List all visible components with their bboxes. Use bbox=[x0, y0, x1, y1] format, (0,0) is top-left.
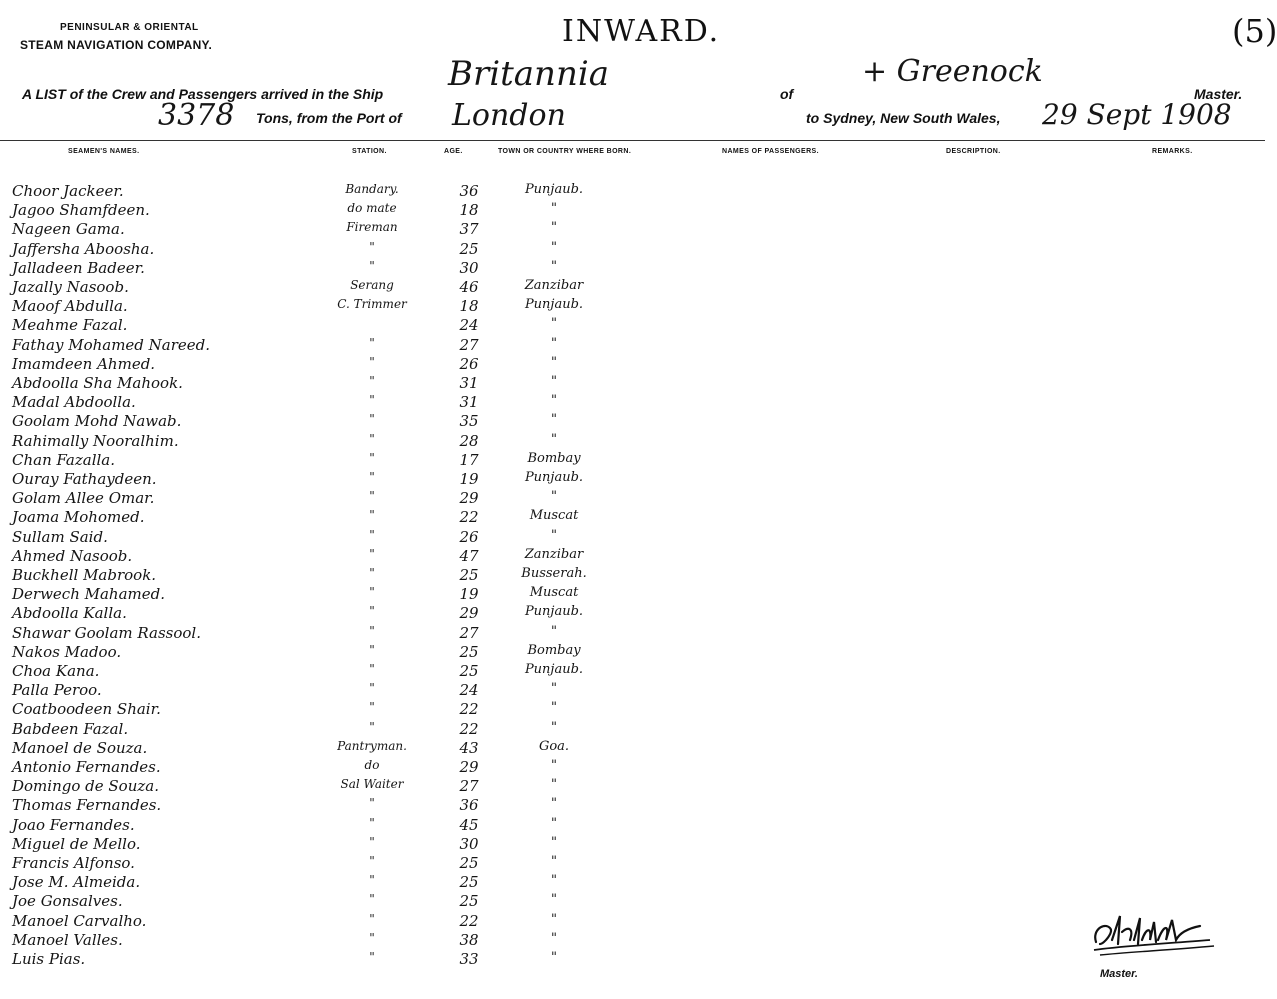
crew-name: Joama Mohomed. bbox=[12, 508, 145, 527]
crew-birthplace: " bbox=[551, 527, 557, 543]
crew-station: " bbox=[369, 604, 375, 619]
crew-age: 35 bbox=[459, 412, 479, 431]
master-signature-icon bbox=[1090, 910, 1220, 960]
crew-age: 29 bbox=[459, 758, 479, 776]
crew-row bbox=[0, 566, 1265, 585]
crew-birthplace: Muscat bbox=[529, 585, 579, 601]
crew-birthplace: Punjaub. bbox=[524, 182, 584, 197]
crew-station: " bbox=[369, 566, 375, 580]
crew-name: Jazally Nasoob. bbox=[12, 278, 129, 296]
crew-station: " bbox=[369, 930, 375, 945]
crew-station: " bbox=[369, 546, 375, 561]
crew-age: 38 bbox=[459, 930, 479, 949]
crew-age: 45 bbox=[459, 815, 479, 834]
crew-name: Manoel de Souza. bbox=[12, 738, 148, 757]
crew-name: Domingo de Souza. bbox=[12, 777, 159, 796]
crew-birthplace: " bbox=[551, 796, 557, 812]
crew-birthplace: " bbox=[551, 930, 557, 946]
crew-birthplace: " bbox=[551, 316, 557, 332]
crew-row bbox=[0, 220, 1265, 239]
crew-birthplace: " bbox=[551, 834, 557, 850]
crew-row bbox=[0, 758, 1265, 777]
crew-row bbox=[0, 547, 1265, 566]
crew-birthplace: " bbox=[551, 354, 557, 370]
crew-station: Pantryman. bbox=[337, 738, 407, 753]
crew-row bbox=[0, 931, 1265, 950]
crew-birthplace: " bbox=[551, 431, 557, 447]
crew-birthplace: Goa. bbox=[538, 738, 570, 754]
crew-name: Jalladeen Badeer. bbox=[12, 258, 145, 277]
crew-station: " bbox=[369, 873, 375, 888]
crew-age: 37 bbox=[459, 220, 479, 239]
col-born: TOWN OR COUNTRY WHERE BORN. bbox=[498, 148, 632, 155]
crew-birthplace: " bbox=[551, 258, 557, 274]
crew-row bbox=[0, 412, 1265, 431]
crew-age: 36 bbox=[459, 182, 479, 200]
crew-row bbox=[0, 604, 1265, 623]
crew-row bbox=[0, 950, 1265, 969]
crew-station: do mate bbox=[347, 201, 397, 216]
crew-name: Babdeen Fazal. bbox=[12, 719, 129, 738]
crew-station: " bbox=[369, 719, 375, 734]
crew-row bbox=[0, 681, 1265, 700]
crew-name: Abdoolla Kalla. bbox=[12, 604, 127, 623]
list-heading: A LIST of the Crew and Passengers arrived in the Ship bbox=[22, 86, 384, 102]
crew-birthplace: " bbox=[551, 719, 557, 735]
crew-name: Golam Allee Omar. bbox=[12, 489, 155, 508]
crew-name: Imamdeen Ahmed. bbox=[12, 354, 156, 373]
crew-station: " bbox=[369, 834, 375, 849]
crew-station: Serang bbox=[350, 278, 394, 292]
crew-station: " bbox=[369, 354, 375, 369]
crew-age: 24 bbox=[459, 681, 479, 700]
crew-station: " bbox=[369, 374, 375, 388]
crew-station: " bbox=[369, 508, 375, 523]
crew-station: " bbox=[369, 911, 375, 926]
crew-station: " bbox=[369, 585, 375, 600]
destination-label: to Sydney, New South Wales, bbox=[806, 110, 1001, 126]
crew-row bbox=[0, 720, 1265, 739]
crew-station: " bbox=[369, 700, 375, 715]
crew-station: " bbox=[369, 393, 375, 408]
crew-row bbox=[0, 508, 1265, 527]
crew-station: " bbox=[369, 258, 375, 273]
crew-birthplace: " bbox=[551, 950, 557, 965]
crew-row bbox=[0, 739, 1265, 758]
crew-station: Sal Waiter bbox=[340, 777, 404, 792]
crew-birthplace: " bbox=[551, 239, 557, 255]
crew-row bbox=[0, 624, 1265, 643]
crew-row bbox=[0, 297, 1265, 316]
crew-age: 22 bbox=[459, 911, 479, 930]
crew-name: Shawar Goolam Rassool. bbox=[12, 623, 201, 642]
crew-birthplace: " bbox=[551, 681, 557, 697]
crew-name: Abdoolla Sha Mahook. bbox=[12, 374, 183, 392]
crew-birthplace: Zanzibar bbox=[524, 278, 584, 293]
crew-age: 30 bbox=[459, 834, 479, 853]
tons-port-label: Tons, from the Port of bbox=[256, 110, 402, 126]
crew-name: Sullam Said. bbox=[12, 527, 108, 546]
crew-station: " bbox=[369, 239, 375, 254]
crew-row bbox=[0, 700, 1265, 719]
crew-station: C. Trimmer bbox=[337, 297, 407, 312]
crew-row bbox=[0, 777, 1265, 796]
master-heading: Master. bbox=[1194, 86, 1243, 102]
crew-row bbox=[0, 489, 1265, 508]
crew-name: Coatboodeen Shair. bbox=[12, 700, 161, 719]
master-name: + Greenock bbox=[862, 54, 1043, 89]
crew-row bbox=[0, 316, 1265, 335]
crew-age: 31 bbox=[459, 393, 479, 412]
crew-name: Choa Kana. bbox=[12, 662, 100, 680]
crew-age: 22 bbox=[459, 719, 479, 738]
crew-name: Rahimally Nooralhim. bbox=[12, 431, 179, 450]
crew-birthplace: " bbox=[551, 220, 557, 236]
crew-row bbox=[0, 643, 1265, 662]
crew-name: Ouray Fathaydeen. bbox=[12, 470, 157, 488]
crew-row bbox=[0, 278, 1265, 297]
crew-birthplace: " bbox=[551, 777, 557, 793]
crew-name: Nageen Gama. bbox=[12, 220, 125, 239]
crew-row bbox=[0, 528, 1265, 547]
crew-row bbox=[0, 816, 1265, 835]
crew-station: " bbox=[369, 335, 375, 350]
crew-birthplace: Bombay bbox=[527, 450, 581, 466]
crew-name: Luis Pias. bbox=[12, 950, 86, 968]
page-number: (5) bbox=[1232, 12, 1277, 50]
crew-name: Buckhell Mabrook. bbox=[12, 566, 157, 584]
crew-birthplace: " bbox=[551, 854, 557, 869]
crew-birthplace: " bbox=[551, 201, 557, 217]
crew-birthplace: " bbox=[551, 489, 557, 505]
crew-age: 30 bbox=[459, 258, 479, 277]
crew-birthplace: Punjaub. bbox=[524, 604, 584, 620]
crew-birthplace: Punjaub. bbox=[524, 297, 584, 313]
crew-name: Chan Fazalla. bbox=[12, 450, 115, 469]
col-station: STATION. bbox=[352, 148, 387, 155]
crew-age: 27 bbox=[459, 777, 479, 796]
crew-station: " bbox=[369, 642, 375, 657]
crew-station: do bbox=[364, 758, 380, 772]
crew-birthplace: " bbox=[551, 623, 557, 639]
company-line-2: STEAM NAVIGATION COMPANY. bbox=[20, 38, 213, 52]
arrival-date: 29 Sept 1908 bbox=[1042, 98, 1232, 131]
crew-birthplace: Muscat bbox=[529, 508, 579, 524]
crew-row bbox=[0, 240, 1265, 259]
crew-name: Antonio Fernandes. bbox=[12, 758, 161, 776]
crew-birthplace: " bbox=[551, 815, 557, 831]
tonnage: 3378 bbox=[158, 98, 235, 133]
crew-row bbox=[0, 451, 1265, 470]
crew-name: Goolam Mohd Nawab. bbox=[12, 412, 182, 431]
crew-name: Francis Alfonso. bbox=[12, 854, 135, 872]
crew-station: " bbox=[369, 623, 375, 638]
crew-birthplace: Punjaub. bbox=[524, 662, 584, 677]
crew-name: Ahmed Nasoob. bbox=[12, 546, 133, 565]
crew-name: Meahme Fazal. bbox=[12, 316, 128, 335]
crew-name: Jaffersha Aboosha. bbox=[12, 239, 155, 258]
crew-name: Jose M. Almeida. bbox=[12, 873, 141, 892]
crew-row bbox=[0, 892, 1265, 911]
crew-name: Joao Fernandes. bbox=[12, 815, 135, 834]
crew-birthplace: " bbox=[551, 700, 557, 716]
crew-row bbox=[0, 854, 1265, 873]
crew-age: 36 bbox=[459, 796, 479, 815]
crew-birthplace: Zanzibar bbox=[524, 546, 584, 562]
crew-row bbox=[0, 393, 1265, 412]
crew-age: 22 bbox=[459, 508, 479, 527]
crew-birthplace: " bbox=[551, 412, 557, 428]
col-remarks: REMARKS. bbox=[1152, 148, 1193, 155]
crew-name: Madal Abdoolla. bbox=[12, 393, 136, 412]
crew-age: 25 bbox=[459, 566, 479, 584]
crew-name: Jagoo Shamfdeen. bbox=[12, 201, 150, 220]
crew-station: " bbox=[369, 412, 375, 427]
crew-station: " bbox=[369, 470, 375, 484]
crew-name: Manoel Valles. bbox=[12, 930, 123, 949]
crew-name: Choor Jackeer. bbox=[12, 182, 124, 200]
crew-age: 26 bbox=[459, 354, 479, 373]
crew-row bbox=[0, 796, 1265, 815]
crew-age: 25 bbox=[459, 239, 479, 258]
crew-age: 28 bbox=[459, 431, 479, 450]
crew-row bbox=[0, 259, 1265, 278]
crew-station: " bbox=[369, 950, 375, 964]
document-title: INWARD. bbox=[562, 14, 721, 49]
master-signature-label: Master. bbox=[1100, 968, 1138, 980]
crew-birthplace: Busserah. bbox=[521, 566, 587, 581]
col-seamen-names: SEAMEN'S NAMES. bbox=[68, 148, 140, 155]
crew-name: Joe Gonsalves. bbox=[12, 892, 123, 911]
crew-age: 18 bbox=[459, 297, 479, 316]
crew-age: 25 bbox=[459, 873, 479, 892]
crew-row bbox=[0, 201, 1265, 220]
crew-name: Fathay Mohamed Nareed. bbox=[12, 335, 211, 354]
crew-age: 25 bbox=[459, 854, 479, 872]
crew-age: 22 bbox=[459, 700, 479, 719]
crew-station: " bbox=[369, 854, 375, 868]
col-description: DESCRIPTION. bbox=[946, 148, 1001, 155]
crew-name: Miguel de Mello. bbox=[12, 834, 141, 853]
crew-name: Thomas Fernandes. bbox=[12, 796, 162, 815]
crew-name: Maoof Abdulla. bbox=[12, 297, 128, 316]
crew-age: 33 bbox=[459, 950, 479, 968]
crew-row bbox=[0, 835, 1265, 854]
crew-row bbox=[0, 336, 1265, 355]
crew-age: 19 bbox=[459, 585, 479, 604]
of-label: of bbox=[780, 86, 794, 102]
ship-name: Britannia bbox=[448, 54, 609, 94]
crew-age: 43 bbox=[459, 738, 479, 757]
crew-name: Manoel Carvalho. bbox=[12, 911, 147, 930]
crew-age: 27 bbox=[459, 623, 479, 642]
crew-station: " bbox=[369, 815, 375, 830]
crew-station: " bbox=[369, 681, 375, 696]
crew-name: Derwech Mahamed. bbox=[12, 585, 165, 604]
crew-birthplace: " bbox=[551, 892, 557, 908]
crew-station: " bbox=[369, 431, 375, 446]
crew-age: 26 bbox=[459, 527, 479, 546]
crew-age: 29 bbox=[459, 604, 479, 623]
crew-station: " bbox=[369, 892, 375, 907]
port-name: London bbox=[452, 98, 566, 133]
crew-station: " bbox=[369, 796, 375, 811]
crew-station: " bbox=[369, 527, 375, 542]
crew-name: Nakos Madoo. bbox=[12, 642, 122, 661]
crew-station: " bbox=[369, 489, 375, 504]
crew-age: 25 bbox=[459, 642, 479, 661]
crew-birthplace: Punjaub. bbox=[524, 470, 584, 485]
crew-row bbox=[0, 873, 1265, 892]
crew-age: 27 bbox=[459, 335, 479, 354]
crew-age: 31 bbox=[459, 374, 479, 392]
col-age: AGE. bbox=[444, 148, 463, 155]
col-passengers: NAMES OF PASSENGERS. bbox=[722, 148, 819, 155]
crew-row bbox=[0, 182, 1265, 201]
crew-age: 17 bbox=[459, 450, 479, 469]
crew-age: 47 bbox=[459, 546, 479, 565]
crew-row bbox=[0, 374, 1265, 393]
crew-age: 18 bbox=[459, 201, 479, 220]
crew-age: 25 bbox=[459, 892, 479, 911]
crew-birthplace: " bbox=[551, 911, 557, 927]
crew-row bbox=[0, 355, 1265, 374]
crew-row bbox=[0, 432, 1265, 451]
crew-row bbox=[0, 585, 1265, 604]
crew-birthplace: " bbox=[551, 393, 557, 409]
crew-birthplace: " bbox=[551, 374, 557, 389]
crew-row bbox=[0, 912, 1265, 931]
company-line-1: PENINSULAR & ORIENTAL bbox=[60, 22, 199, 33]
crew-station: " bbox=[369, 450, 375, 465]
crew-station: Fireman bbox=[346, 220, 398, 235]
crew-age: 24 bbox=[459, 316, 479, 335]
crew-age: 46 bbox=[459, 278, 479, 296]
crew-birthplace: " bbox=[551, 873, 557, 889]
crew-age: 19 bbox=[459, 470, 479, 488]
crew-birthplace: Bombay bbox=[527, 642, 581, 658]
crew-station: Bandary. bbox=[345, 182, 399, 196]
header-rule bbox=[0, 140, 1265, 141]
crew-age: 25 bbox=[459, 662, 479, 680]
crew-station: " bbox=[369, 662, 375, 676]
crew-name: Palla Peroo. bbox=[12, 681, 102, 700]
crew-birthplace: " bbox=[551, 335, 557, 351]
crew-birthplace: " bbox=[551, 758, 557, 773]
crew-row bbox=[0, 662, 1265, 681]
crew-row bbox=[0, 470, 1265, 489]
crew-age: 29 bbox=[459, 489, 479, 508]
